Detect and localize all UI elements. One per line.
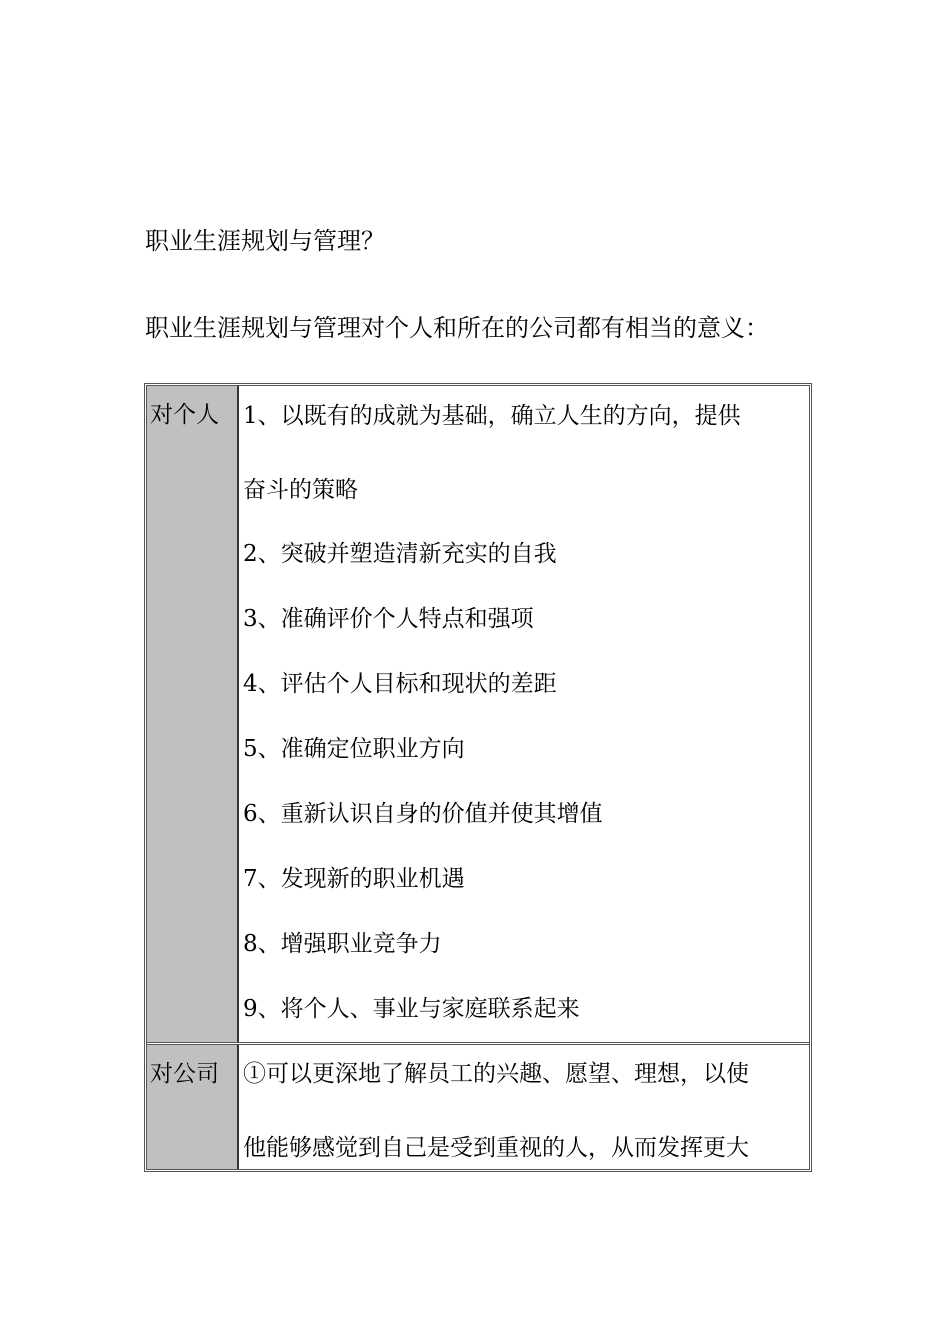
list-item: 4、评估个人目标和现状的差距 — [243, 671, 557, 697]
list-item: ①可以更深地了解员工的兴趣、愿望、理想，以使 — [243, 1061, 749, 1087]
row-label-personal: 对个人 — [150, 402, 219, 428]
list-item: 7、发现新的职业机遇 — [243, 866, 465, 892]
document-heading: 职业生涯规划与管理？ — [145, 227, 385, 255]
row-label-cell — [147, 1045, 239, 1169]
table-row-personal — [147, 386, 809, 1042]
list-item: 6、重新认识自身的价值并使其增值 — [243, 801, 603, 827]
list-item: 奋斗的策略 — [243, 477, 358, 503]
row-label-cell — [147, 386, 239, 1042]
row-content-personal — [239, 386, 809, 1042]
table-row-company — [147, 1042, 809, 1169]
significance-table — [144, 383, 812, 1172]
list-item: 8、增强职业竞争力 — [243, 931, 442, 957]
row-label-company: 对公司 — [150, 1061, 219, 1087]
list-item: 他能够感觉到自己是受到重视的人，从而发挥更大 — [243, 1135, 749, 1161]
document-intro: 职业生涯规划与管理对个人和所在的公司都有相当的意义： — [145, 314, 769, 342]
list-item: 2、突破并塑造清新充实的自我 — [243, 541, 557, 567]
list-item: 9、将个人、事业与家庭联系起来 — [243, 996, 580, 1022]
list-item: 3、准确评价个人特点和强项 — [243, 606, 534, 632]
list-item: 1、以既有的成就为基础，确立人生的方向，提供 — [243, 403, 741, 429]
list-item: 5、准确定位职业方向 — [243, 736, 465, 762]
row-content-company — [239, 1045, 809, 1169]
